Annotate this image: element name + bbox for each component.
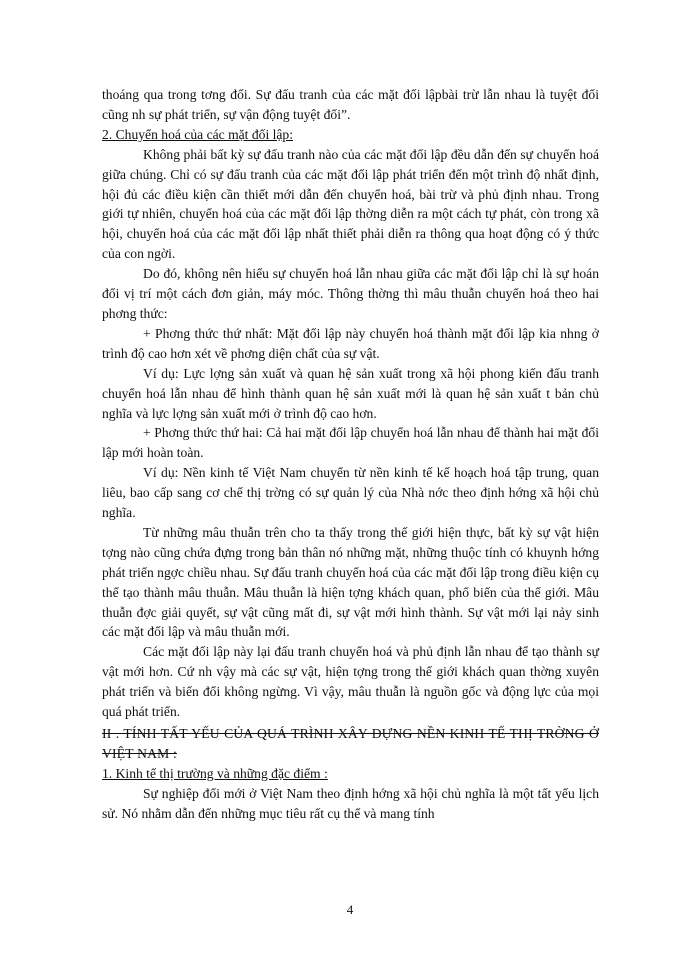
example-paragraph: Ví dụ: Nền kinh tế Việt Nam chuyển từ nền kinh tế kế hoạch hoá tập trung, quan liêu, bao cấp sang cơ chế thị trờng có sự quản lý của Nhà nớc theo định hớng xã hội chủ nghĩa. <box>102 465 599 521</box>
paragraph: Các mặt đối lập này lại đấu tranh chuyển hoá và phủ định lẫn nhau để tạo thành sự vật mới hơn. Cứ nh vậy mà các sự vật, hiện tợng trong thế giới khách quan thờng xuyên phát triển và biến đổi không ngừng. Vì vậy, mâu thuẫn là nguồn gốc và động lực của mọi quá phát triển. <box>102 644 599 720</box>
paragraph: Từ những mâu thuẫn trên cho ta thấy trong thế giới hiện thực, bất kỳ sự vật hiện tợng nào cũng chứa đựng trong bản thân nó những mặt, những thuộc tính có khuynh hớng phát triển ngợc chiều nhau. Sự đấu tranh chuyển hoá của các mặt đối lập trong điều kiện cụ thể tạo thành mâu thuẫn. Mâu thuẫn là hiện tợng khách quan, phổ biến của thế giới. Mâu thuẫn đợc giải quyết, sự vật cũng mất đi, sự vật mới hình thành. Sự vật mới lại nảy sinh các mặt đối lập và mâu thuẫn mới. <box>102 524 599 640</box>
paragraph: Không phải bất kỳ sự đấu tranh nào của các mặt đối lập đều dẫn đến sự chuyển hoá giữa chúng. Chỉ có sự đấu tranh của các mặt đối lập phát triển đến một trình độ nhất định, hội đủ các điều kiện cần thiết mới dẫn đến chuyển hoá, bài trừ và phủ định nhau. Trong giới tự nhiên, chuyển hoá của các mặt đối lập thờng diễn ra một cách tự phát, còn trong xã hội, chuyển hoá của các mặt đối lập nhất thiết phải diễn ra thông qua hoạt động có ý thức của con ngời. <box>102 146 599 262</box>
chapter-heading-ii: II . TÍNH TẤT YẾU CỦA QUÁ TRÌNH XÂY DỰNG NỀN KINH TẾ THỊ TRỜNG Ở VIỆT NAM : <box>102 726 599 761</box>
method-one-paragraph: + Phơng thức thứ nhất: Mặt đối lập này chuyển hoá thành mặt đối lập kia nhng ở trình độ cao hơn xét về phơng diện chất của sự vật. <box>102 325 599 361</box>
paragraph: Sự nghiệp đổi mới ở Việt Nam theo định hớng xã hội chủ nghĩa là một tất yếu lịch sử. Nó nhằm dẫn đến những mục tiêu rất cụ thể và mang tính <box>102 785 599 821</box>
paragraph-continuation: thoáng qua trong tơng đối. Sự đấu tranh của các mặt đối lậpbài trừ lẫn nhau là tuyệt đối cũng nh sự phát triển, sự vận động tuyệt đối”. <box>102 87 599 122</box>
example-paragraph: Ví dụ: Lực lợng sản xuất và quan hệ sản xuất trong xã hội phong kiến đấu tranh chuyển hoá lẫn nhau để hình thành quan hệ sản xuất mới là quan hệ sản xuất t bản chủ nghĩa và lực lợng sản xuất mới ở trình độ cao hơn. <box>102 365 599 421</box>
section-heading-2: 2. Chuyển hoá của các mặt đối lập: <box>102 126 294 142</box>
paragraph: Do đó, không nên hiểu sự chuyển hoá lẫn nhau giữa các mặt đối lập chỉ là sự hoán đổi vị trí một cách đơn giản, máy móc. Thông thờng thì mâu thuẫn chuyển hoá theo hai phơng thức: <box>102 266 599 321</box>
page-number: 4 <box>346 902 354 917</box>
section-heading-1: 1. Kinh tế thị trường và những đặc điểm : <box>102 765 328 781</box>
document-page <box>102 85 599 824</box>
method-two-paragraph: + Phơng thức thứ hai: Cả hai mặt đối lập chuyển hoá lẫn nhau để thành hai mặt đối lập mới hoàn toàn. <box>102 425 599 461</box>
